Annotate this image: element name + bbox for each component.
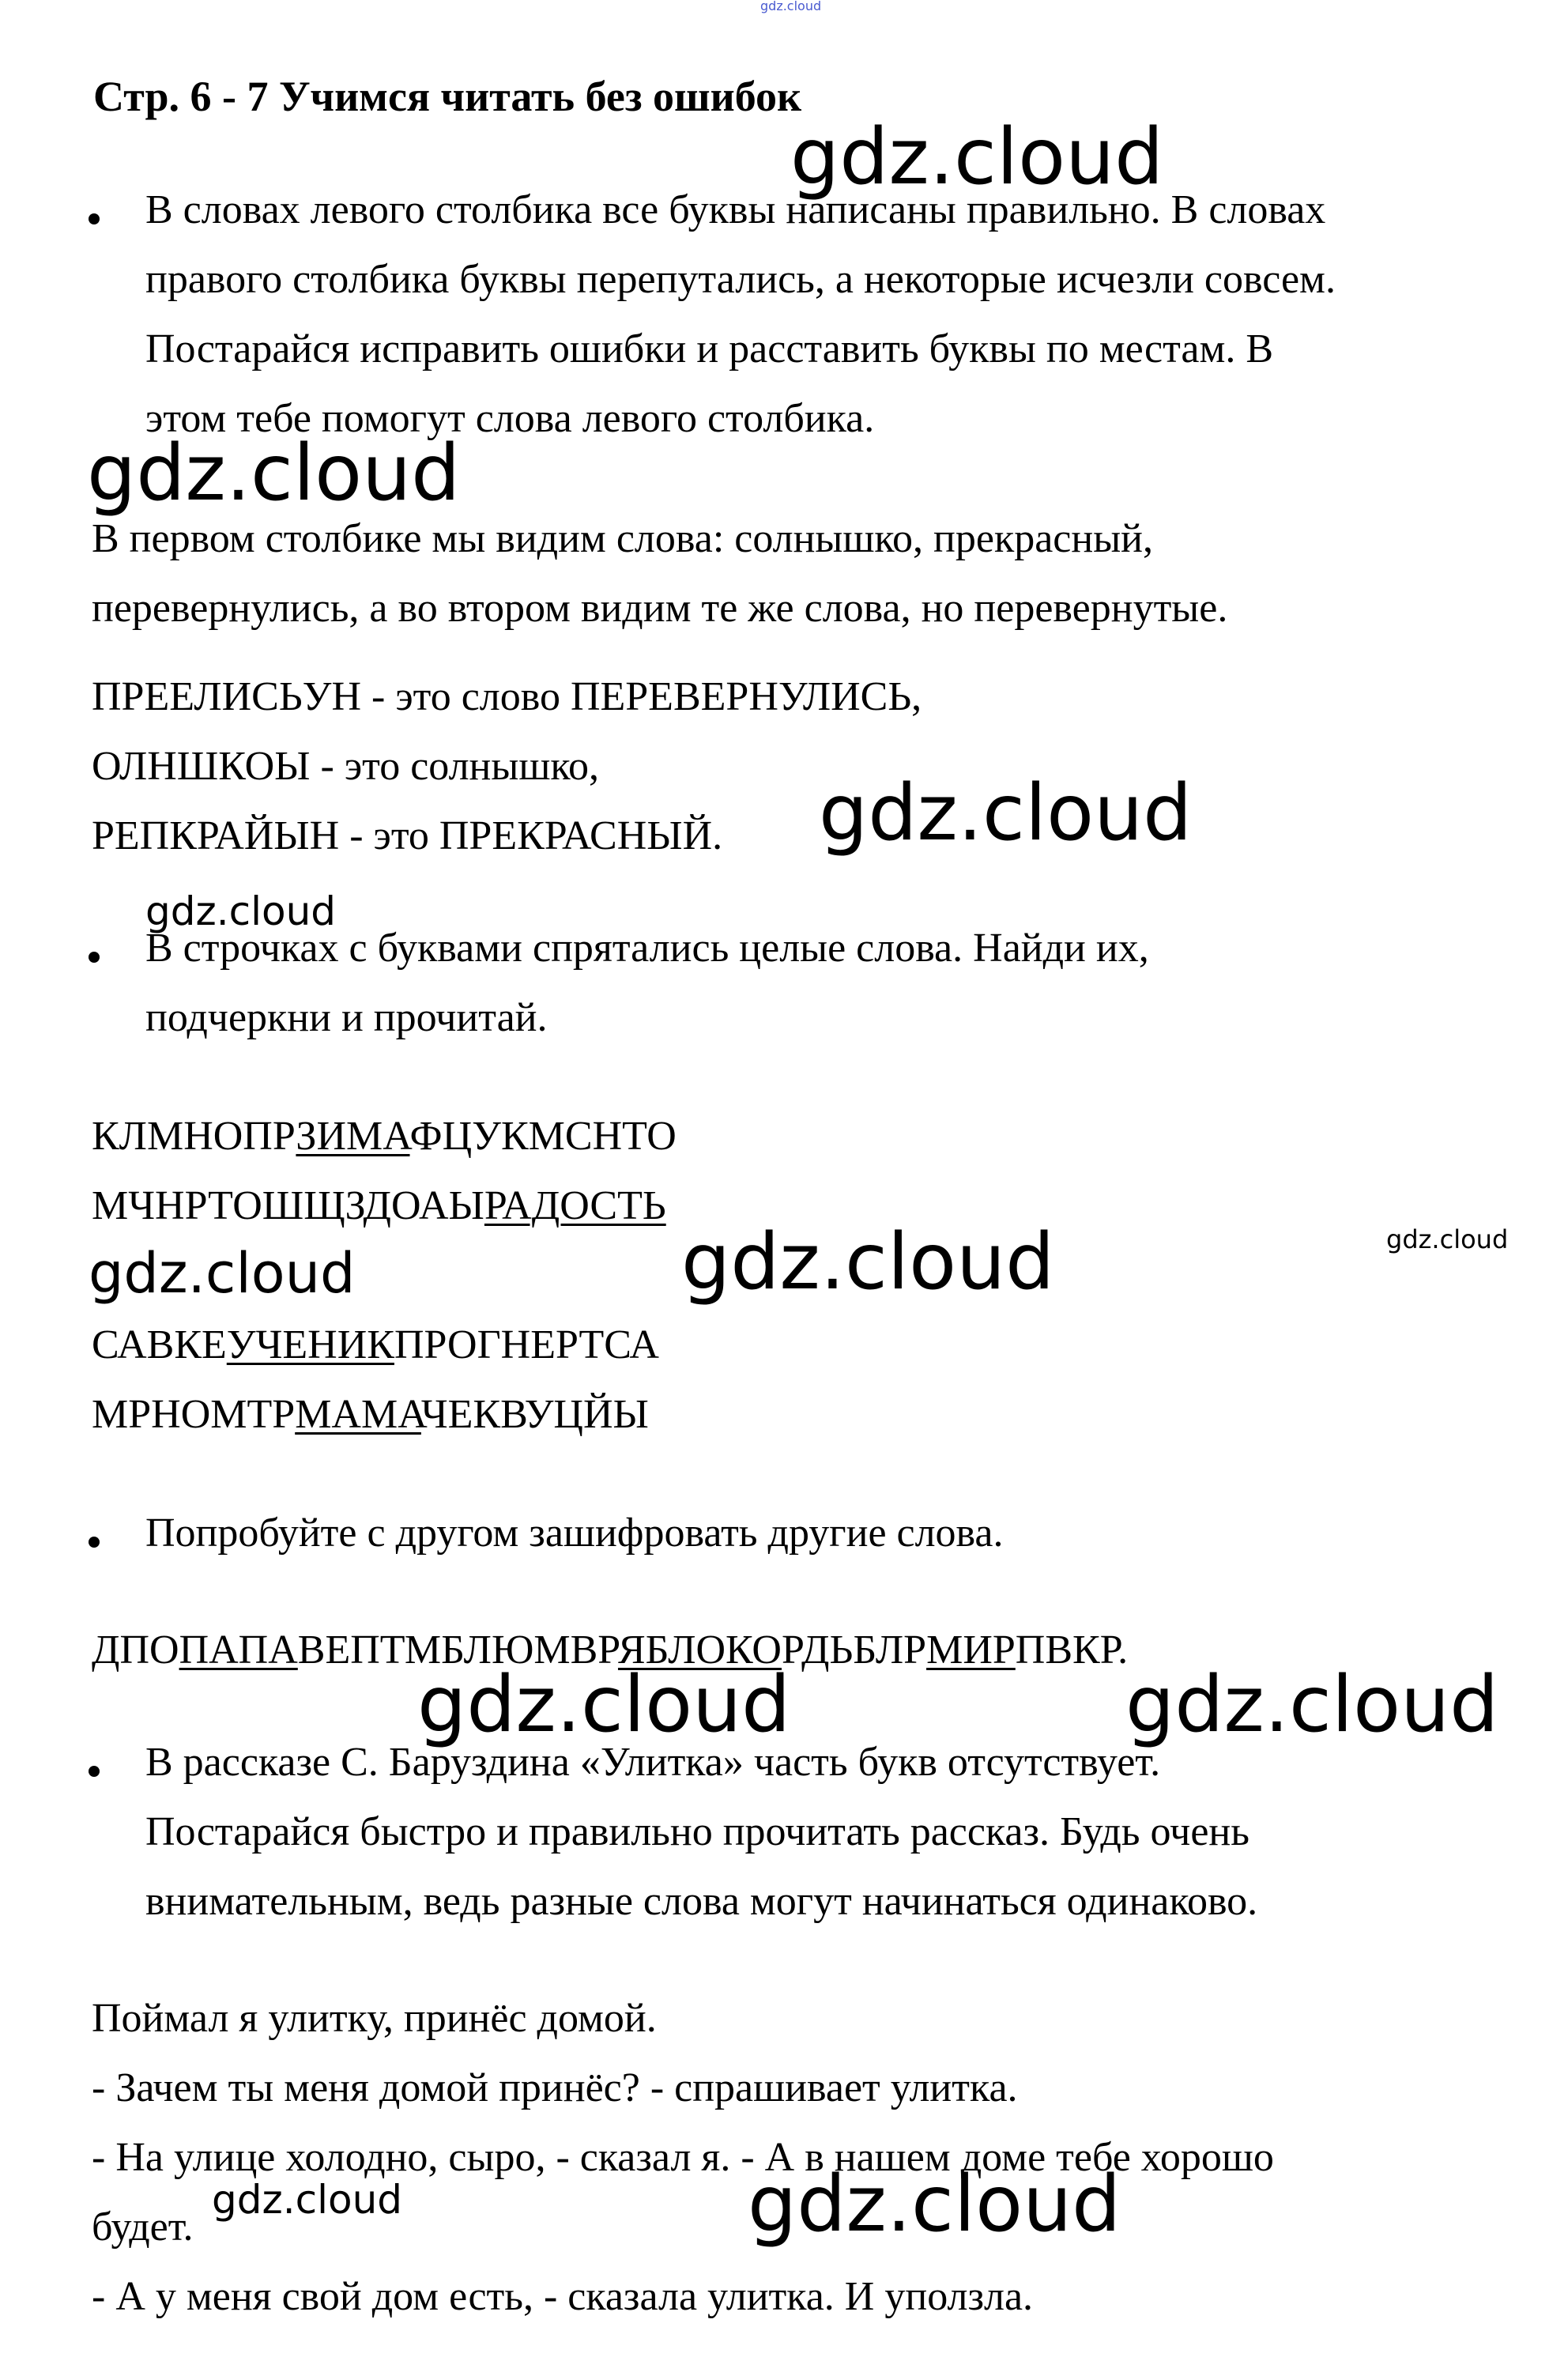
watermark: gdz.cloud (87, 428, 461, 519)
page-title: Стр. 6 - 7 Учимся читать без ошибок (93, 73, 802, 120)
answer1-pair-3: РЕПКРАЙЫН - это ПРЕКРАСНЫЙ. (92, 813, 723, 858)
watermark: gdz.cloud (417, 1660, 791, 1750)
hidden-word: ЯБЛОКО (617, 1627, 782, 1673)
hidden-word: МИР (926, 1627, 1016, 1673)
letter-row (92, 1391, 649, 1439)
story-line-2: - Зачем ты меня домой принёс? - спрашивает улитка. (92, 2065, 1018, 2110)
task1-line-2: правого столбика буквы перепутались, а некоторые исчезли совсем. (145, 257, 1336, 302)
letter-row-suffix: ПРОГНЕРТСА (394, 1322, 659, 1367)
watermark: gdz.cloud (1125, 1660, 1499, 1750)
task1-line-1: В словах левого столбика все буквы написаны правильно. В словах (145, 187, 1326, 232)
watermark: gdz.cloud (819, 768, 1193, 858)
story-line-3: - На улице холодно, сыро, - сказал я. - А в нашем доме тебе хорошо (92, 2135, 1274, 2180)
hidden-word: ПАПА (179, 1627, 298, 1673)
story-line-4: будет. (92, 2204, 194, 2250)
cipher-part: ВЕПТМБЛЮМВР (297, 1627, 618, 1673)
watermark: gdz.cloud (89, 1241, 356, 1306)
letter-row-suffix: ФЦУКМСНТО (409, 1114, 677, 1159)
watermark: gdz.cloud (1386, 1224, 1509, 1254)
answer1-pair-2: ОЛНШКОЫ - это солнышко, (92, 744, 599, 789)
letter-row-prefix: МЧНРТОШЩЗДОАЫ (92, 1183, 484, 1228)
story-line-5: - А у меня свой дом есть, - сказала улитка. И уползла. (92, 2274, 1034, 2319)
task2-line-1: В строчках с буквами спрятались целые слова. Найди их, (145, 926, 1149, 971)
cipher-part: ПВКР. (1015, 1627, 1129, 1673)
hidden-word: МАМА (295, 1392, 421, 1437)
bullet-icon (89, 1537, 100, 1548)
watermark: gdz.cloud (790, 112, 1164, 202)
hidden-word: РАДОСТЬ (484, 1183, 666, 1228)
watermark-top-tiny: gdz.cloud (760, 0, 822, 13)
letter-row-prefix: КЛМНОПР (92, 1114, 296, 1159)
watermark: gdz.cloud (212, 2177, 403, 2223)
task3-line-1: Попробуйте с другом зашифровать другие слова. (145, 1510, 1004, 1556)
hidden-word: ЗИМА (296, 1114, 410, 1159)
letter-row (92, 1182, 666, 1230)
watermark: gdz.cloud (748, 2159, 1121, 2250)
cipher-part: ДПО (92, 1627, 179, 1673)
answer1-pair-1: ПРЕЕЛИСЬУН - это слово ПЕРЕВЕРНУЛИСЬ, (92, 674, 922, 719)
hidden-word: УЧЕНИК (226, 1322, 394, 1367)
task1-line-3: Постарайся исправить ошибки и расставить буквы по местам. В (145, 326, 1274, 371)
letter-row-prefix: САВКЕ (92, 1322, 227, 1367)
task4-line-1: В рассказе С. Баруздина «Улитка» часть букв отсутствует. (145, 1740, 1161, 1785)
bullet-icon (89, 952, 100, 963)
answer1-line-2: перевернулись, а во втором видим те же слова, но перевернутые. (92, 586, 1228, 631)
letter-row-prefix: МРНОМТР (92, 1392, 296, 1437)
bullet-icon (89, 213, 100, 224)
answer1-line-1: В первом столбике мы видим слова: солнышко, прекрасный, (92, 516, 1153, 561)
story-line-1: Поймал я улитку, принёс домой. (92, 1996, 657, 2041)
watermark: gdz.cloud (681, 1217, 1055, 1307)
task4-line-3: внимательным, ведь разные слова могут начинаться одинаково. (145, 1879, 1258, 1924)
watermark: gdz.cloud (145, 888, 337, 934)
task4-line-2: Постарайся быстро и правильно прочитать рассказ. Будь очень (145, 1809, 1250, 1854)
bullet-icon (89, 1766, 100, 1777)
task2-line-2: подчеркни и прочитай. (145, 995, 548, 1040)
cipher-part: РДЬБЛР (781, 1627, 927, 1673)
task1-line-4: этом тебе помогут слова левого столбика. (145, 396, 875, 441)
letter-row (92, 1322, 659, 1369)
letter-row (92, 1113, 677, 1160)
letter-row-suffix: ЧЕКВУЦЙЫ (420, 1392, 649, 1437)
